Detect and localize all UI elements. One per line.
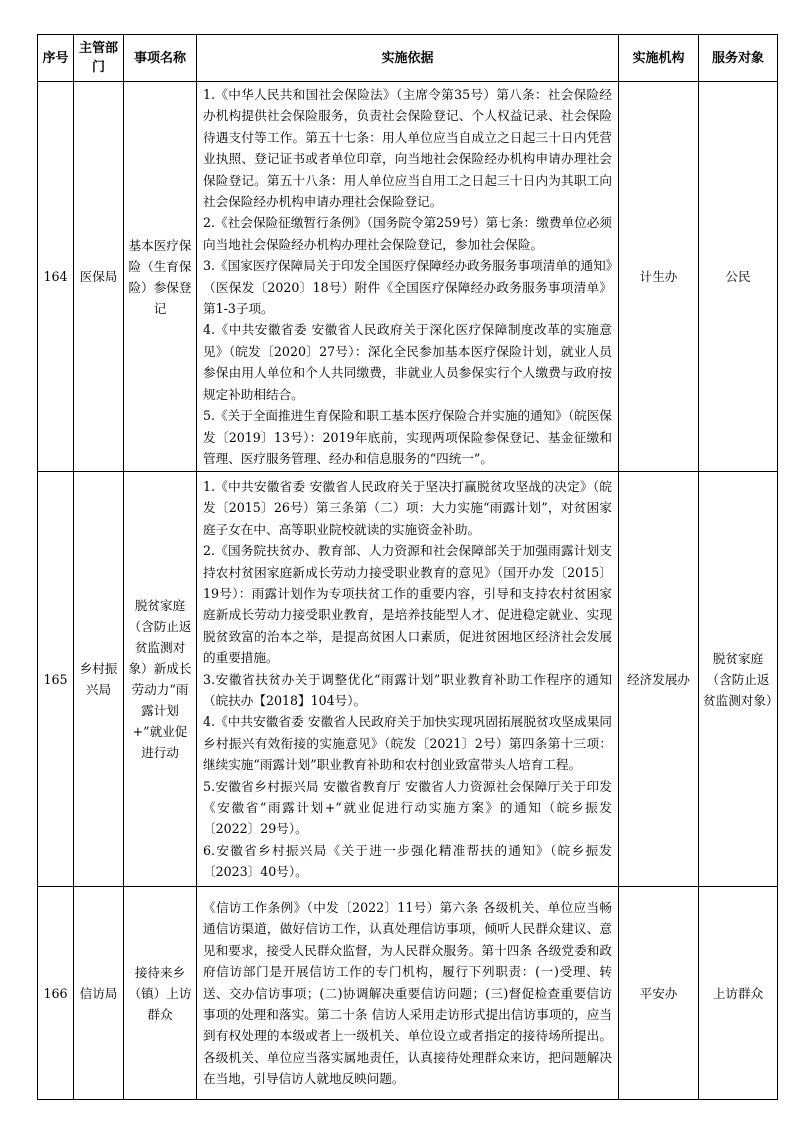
header-basis: 实施依据 xyxy=(197,35,619,82)
row-item: 接待来乡（镇）上访群众 xyxy=(124,887,197,1100)
row-basis xyxy=(197,472,619,887)
row-dept: 乡村振兴局 xyxy=(74,472,124,887)
row-item: 基本医疗保险（生育保险）参保登记 xyxy=(124,82,197,472)
basis-paragraph: 1.《中华人民共和国社会保险法》（主席令第35号）第八条：社会保险经办机构提供社会保险服务，负责社会保险登记、个人权益记录、社会保险待遇支付等工作。第五十七条：用人单位应当自成立之日起三十日内凭营业执照、登记证书或者单位印章，向当地社会保险经办机构申请办理社会保险登记。第五十八条：用人单位应当自用工之日起三十日内为其职工向社会保险经办机构申请办理社会保险登记。 xyxy=(203,87,612,210)
basis-paragraph: 《信访工作条例》（中发〔2022〕11号）第六条 各级机关、单位应当畅通信访渠道，做好信访工作，认真处理信访事项，倾听人民群众建议、意见和要求，接受人民群众监督，为人民群众服务。第十四条 各级党委和政府信访部门是开展信访工作的专门机构，履行下列职责：(一)受理、转送、交办信访事项；(二)协调解决重要信访问题；(三)督促检查重要信访事项的处理和落实。第二十条 信访人采用走访形式提出信访事项的，应当到有权处理的本级或者上一级机关、单位设立或者指定的接待场所提出。各级机关、单位应当落实属地责任，认真接待处理群众来访，把问题解决在当地，引导信访人就地反映问题。 xyxy=(203,899,612,1087)
row-target: 上访群众 xyxy=(699,887,778,1100)
basis-paragraph: 3.安徽省扶贫办关于调整优化“雨露计划”职业教育补助工作程序的通知（皖扶办【2018】104号）。 xyxy=(203,671,612,709)
row-target: 脱贫家庭（含防止返贫监测对象） xyxy=(699,472,778,887)
basis-paragraph: 5.《关于全面推进生育保险和职工基本医疗保险合并实施的通知》（皖医保发〔2019〕13号）：2019年底前，实现两项保险参保登记、基金征缴和管理、医疗服务管理、经办和信息服务的“四统一”。 xyxy=(203,408,612,466)
table-row xyxy=(38,82,778,472)
row-no: 164 xyxy=(38,82,74,472)
header-no: 序号 xyxy=(38,35,74,82)
row-target: 公民 xyxy=(699,82,778,472)
row-agency: 计生办 xyxy=(619,82,699,472)
header-target: 服务对象 xyxy=(699,35,778,82)
row-no: 166 xyxy=(38,887,74,1100)
row-agency: 平安办 xyxy=(619,887,699,1100)
basis-paragraph: 6.安徽省乡村振兴局《关于进一步强化精准帮扶的通知》（皖乡振发〔2023〕40号）。 xyxy=(203,842,612,880)
basis-paragraph: 2.《国务院扶贫办、教育部、人力资源和社会保障部关于加强雨露计划支持农村贫困家庭新成长劳动力接受职业教育的意见》（国开办发〔2015〕19号）：雨露计划作为专项扶贫工作的重要内容，引导和支持农村贫困家庭新成长劳动力接受职业教育，是培养技能型人才、促进稳定就业、实现脱贫致富的治本之举，是提高贫困人口素质，促进贫困地区经济社会发展的重要措施。 xyxy=(203,543,612,666)
basis-paragraph: 3.《国家医疗保障局关于印发全国医疗保障经办政务服务事项清单的通知》（医保发〔2020〕18号）附件《全国医疗保障经办政务服务事项清单》第1-3子项。 xyxy=(203,258,612,317)
row-agency: 经济发展办 xyxy=(619,472,699,887)
row-item: 脱贫家庭（含防止返贫监测对象）新成长劳动力“雨露计划+”就业促进行动 xyxy=(124,472,197,887)
basis-paragraph: 4.《中共安徽省委 安徽省人民政府关于加快实现巩固拓展脱贫攻坚成果同乡村振兴有效衔接的实施意见》（皖发〔2021〕2号）第四条第十三项：继续实施“雨露计划”职业教育补助和农村创业致富带头人培育工程。 xyxy=(203,714,612,773)
row-basis xyxy=(197,887,619,1100)
header-agency: 实施机构 xyxy=(619,35,699,82)
basis-paragraph: 2.《社会保险征缴暂行条例》（国务院令第259号）第七条：缴费单位必须向当地社会保险经办机构办理社会保险登记，参加社会保险。 xyxy=(203,215,612,252)
row-dept: 信访局 xyxy=(74,887,124,1100)
header-dept: 主管部门 xyxy=(74,35,124,82)
header-row xyxy=(38,35,778,82)
table-row xyxy=(38,887,778,1100)
header-item: 事项名称 xyxy=(124,35,197,82)
table-row xyxy=(38,472,778,887)
basis-paragraph: 4.《中共安徽省委 安徽省人民政府关于深化医疗保障制度改革的实施意见》（皖发〔2020〕27号）：深化全民参加基本医疗保险计划，就业人员参保由用人单位和个人共同缴费，非就业人员参保实行个人缴费与政府按规定补助相结合。 xyxy=(203,322,612,402)
matters-table xyxy=(37,34,778,1100)
row-no: 165 xyxy=(38,472,74,887)
row-basis xyxy=(197,82,619,472)
row-dept: 医保局 xyxy=(74,82,124,472)
basis-paragraph: 1.《中共安徽省委 安徽省人民政府关于坚决打赢脱贫攻坚战的决定》（皖发〔2015〕26号）第三条第（二）项：大力实施“雨露计划”，对贫困家庭子女在中、高等职业院校就读的实施资金补助。 xyxy=(203,478,612,537)
basis-paragraph: 5.安徽省乡村振兴局 安徽省教育厅 安徽省人力资源社会保障厅关于印发《安徽省“雨露计划+”就业促进行动实施方案》的通知（皖乡振发〔2022〕29号）。 xyxy=(203,778,612,837)
